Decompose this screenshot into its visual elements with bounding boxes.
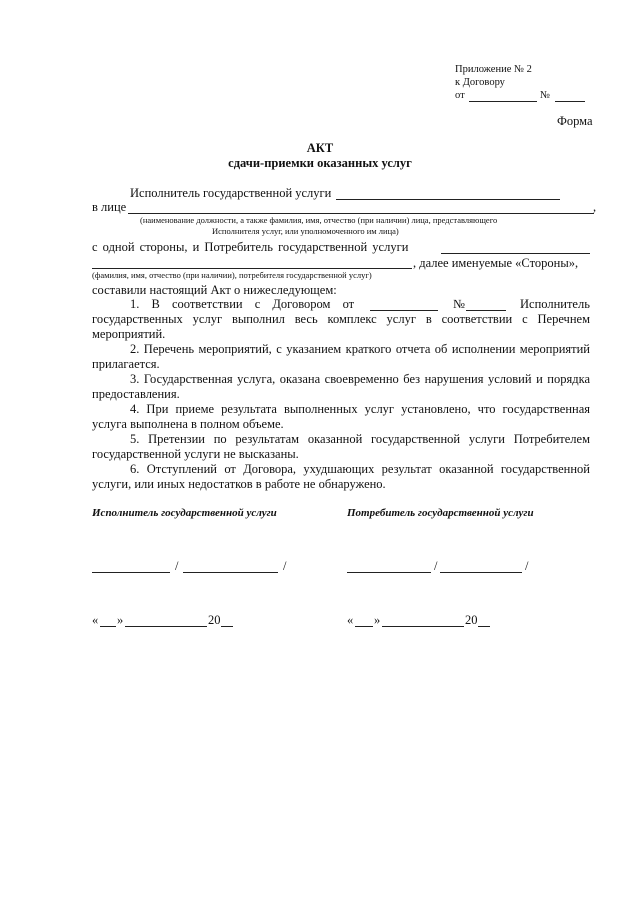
- representative-comma: ,: [593, 200, 597, 214]
- document-subtitle: сдачи-приемки оказанных услуг: [228, 156, 412, 170]
- executor-quote-close: »: [117, 613, 124, 627]
- executor-year-field[interactable]: [221, 626, 233, 627]
- item-4: 4. При приеме результата выполненных услуг установлено, что государственная услуга выполнена в полном объеме.: [92, 402, 590, 431]
- executor-signature-title: Исполнитель государственной услуги: [92, 507, 277, 519]
- item-3: 3. Государственная услуга, оказана своевременно без нарушения условий и порядка предоставления.: [92, 372, 590, 401]
- item-1-start: 1. В соответствии с Договором от: [130, 297, 355, 311]
- consumer-name-field-2[interactable]: [92, 268, 412, 269]
- appendix-line-2: к Договору: [455, 77, 505, 88]
- consumer-month-field[interactable]: [382, 626, 464, 627]
- consumer-year-field[interactable]: [478, 626, 490, 627]
- consumer-quote-close: »: [374, 613, 381, 627]
- consumer-name-field-1[interactable]: [441, 253, 590, 254]
- item-1-rest: государственных услуг выполнил весь комплекс услуг в соответствии с Перечнем мероприятий.: [92, 312, 590, 341]
- item-2: 2. Перечень мероприятий, с указанием краткого отчета об исполнении мероприятий прилагается.: [92, 342, 590, 371]
- executor-signature-field[interactable]: [92, 572, 170, 573]
- representative-note-1: (наименование должности, а также фамилия, имя, отчество (при наличии) лица, представляющего: [140, 215, 498, 225]
- consumer-slash-2: /: [525, 559, 529, 573]
- executor-quote-open: «: [92, 613, 99, 627]
- appendix-date-field[interactable]: [469, 101, 537, 102]
- executor-slash-2: /: [283, 559, 287, 573]
- item-6: 6. Отступлений от Договора, ухудшающих результат оказанной государственной услуги, или иных недостатков в работе не обнаружено.: [92, 462, 590, 491]
- contract-number-sign: №: [453, 297, 465, 311]
- document-title: АКТ: [306, 141, 334, 155]
- appendix-number-field[interactable]: [555, 101, 585, 102]
- consumer-quote-open: «: [347, 613, 354, 627]
- appendix-line-1: Приложение № 2: [455, 64, 532, 75]
- executor-name-decoding-field[interactable]: [183, 572, 278, 573]
- form-label: Форма: [557, 114, 593, 128]
- in-person-label: в лице: [92, 200, 127, 214]
- appendix-from-label: от: [455, 90, 465, 101]
- consumer-signature-field[interactable]: [347, 572, 431, 573]
- item-1-executor-word: Исполнитель: [520, 297, 590, 311]
- appendix-number-sign: №: [540, 90, 551, 101]
- executor-label: Исполнитель государственной услуги: [130, 186, 332, 200]
- contract-number-field[interactable]: [466, 310, 506, 311]
- consumer-day-field[interactable]: [355, 626, 373, 627]
- contract-date-field[interactable]: [370, 310, 438, 311]
- consumer-year-prefix: 20: [465, 613, 478, 627]
- consumer-label: с одной стороны, и Потребитель государственной услуги: [92, 240, 409, 254]
- executor-day-field[interactable]: [100, 626, 116, 627]
- executor-slash-1: /: [175, 559, 179, 573]
- executor-year-prefix: 20: [208, 613, 221, 627]
- intro-text: составили настоящий Акт о нижеследующем:: [92, 283, 337, 297]
- consumer-signature-title: Потребитель государственной услуги: [347, 507, 534, 519]
- consumer-name-decoding-field[interactable]: [440, 572, 522, 573]
- executor-month-field[interactable]: [125, 626, 207, 627]
- executor-name-field[interactable]: [336, 199, 560, 200]
- representative-note-2: Исполнителя услуг, или уполномоченного им лица): [212, 226, 399, 236]
- consumer-note: (фамилия, имя, отчество (при наличии), потребителя государственной услуг): [92, 270, 372, 280]
- representative-field[interactable]: [128, 213, 594, 214]
- consumer-slash-1: /: [434, 559, 438, 573]
- parties-definition: , далее именуемые «Стороны»,: [413, 256, 579, 270]
- item-5: 5. Претензии по результатам оказанной государственной услуги Потребителем государственной услуги не высказаны.: [92, 432, 590, 461]
